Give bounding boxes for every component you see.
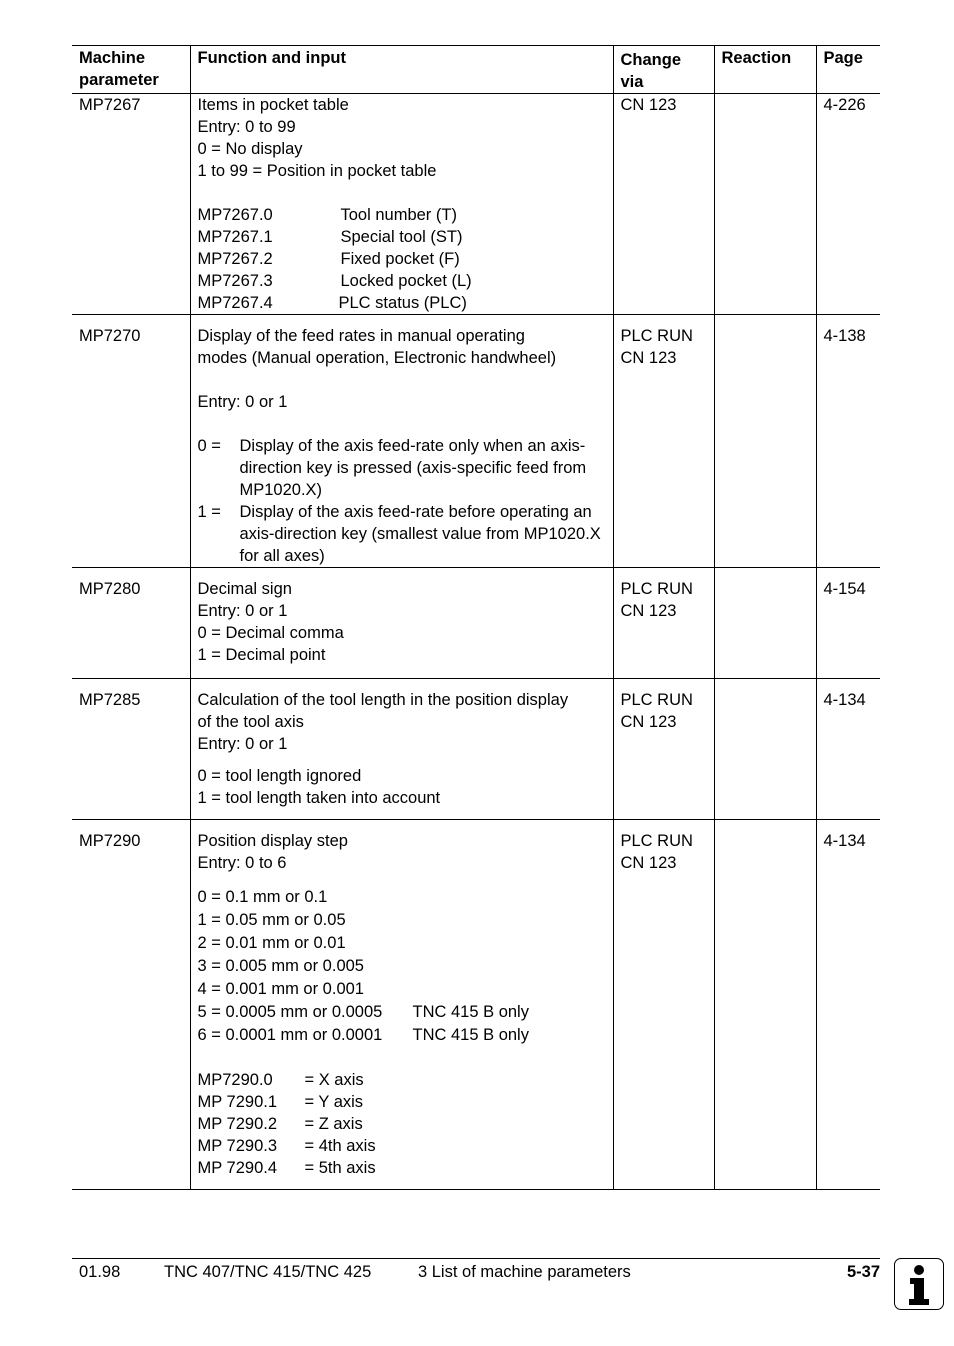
footer-chapter: 3 List of machine parameters <box>418 1263 631 1281</box>
param-cell: MP7270 <box>79 327 141 345</box>
header-reaction: Reaction <box>714 46 816 94</box>
page-cell: 4-226 <box>816 94 880 315</box>
sub-parameter: MP 7290.3 = 4th axis <box>197 1137 376 1155</box>
sub-parameter: MP7267.4 PLC status (PLC) <box>197 294 467 312</box>
reaction-cell <box>714 820 816 1190</box>
change-via-cell: PLC RUN CN 123 <box>613 568 714 679</box>
entry-line: Entry: 0 or 1 <box>197 393 288 411</box>
step-item: 1 = 0.05 mm or 0.05 <box>197 911 346 929</box>
sub-parameter: MP7267.0 Tool number (T) <box>197 206 457 224</box>
sub-parameter: MP7267.1 Special tool (ST) <box>197 228 463 246</box>
param-cell: MP7267 <box>79 96 141 114</box>
option-item: 0 = Display of the axis feed-rate only when an axis-direction key is pressed (axis-specific feed from MP1020.X) <box>197 437 587 499</box>
function-line: Items in pocket table <box>197 96 349 114</box>
option-item: 1 = Display of the axis feed-rate before operating an axis-direction key (smallest value from MP1020.X for all axes) <box>197 503 601 565</box>
function-line: 1 to 99 = Position in pocket table <box>197 162 437 180</box>
page-cell: 4-154 <box>816 568 880 679</box>
reaction-cell <box>714 568 816 679</box>
sub-parameter: MP 7290.2 = Z axis <box>197 1115 363 1133</box>
function-line: Entry: 0 or 1 <box>197 602 288 620</box>
function-cell <box>190 820 613 1190</box>
function-cell <box>190 315 613 568</box>
header-page: Page <box>816 46 880 94</box>
table-row <box>72 568 880 679</box>
step-item: 2 = 0.01 mm or 0.01 <box>197 934 346 952</box>
function-line: 0 = No display <box>197 140 303 158</box>
step-item: 5 = 0.0005 mm or 0.0005 TNC 415 B only <box>197 1003 529 1021</box>
table-row <box>72 94 880 315</box>
function-line: Position display step <box>197 832 348 850</box>
function-cell <box>190 679 613 820</box>
reaction-cell <box>714 94 816 315</box>
step-item: 6 = 0.0001 mm or 0.0001 TNC 415 B only <box>197 1026 529 1044</box>
function-line: Display of the feed rates in manual operating <box>197 327 525 345</box>
function-line: Entry: 0 to 99 <box>197 118 296 136</box>
table-row <box>72 820 880 1190</box>
function-line: 1 = tool length taken into account <box>197 789 441 807</box>
param-cell: MP7285 <box>79 691 141 709</box>
sub-parameter: MP7267.3 Locked pocket (L) <box>197 272 472 290</box>
change-via-cell: PLC RUN CN 123 <box>613 315 714 568</box>
page-cell: 4-134 <box>816 820 880 1190</box>
reaction-cell <box>714 315 816 568</box>
function-line: Calculation of the tool length in the position display <box>197 691 569 709</box>
param-cell: MP7280 <box>79 580 141 598</box>
change-via-cell: PLC RUN CN 123 <box>613 820 714 1190</box>
function-line: 0 = Decimal comma <box>197 624 344 642</box>
function-line: of the tool axis <box>197 713 304 731</box>
sub-parameter: MP7290.0 = X axis <box>197 1071 364 1089</box>
param-cell: MP7290 <box>79 832 141 850</box>
machine-parameter-table <box>72 45 880 1190</box>
function-line: Entry: 0 to 6 <box>197 854 287 872</box>
sub-parameter: MP7267.2 Fixed pocket (F) <box>197 250 460 268</box>
function-cell <box>190 94 613 315</box>
table-row <box>72 679 880 820</box>
function-line: modes (Manual operation, Electronic handwheel) <box>197 349 557 367</box>
page-footer <box>72 1258 880 1281</box>
info-icon <box>894 1258 944 1310</box>
step-item: 0 = 0.1 mm or 0.1 <box>197 888 328 906</box>
sub-parameter: MP 7290.1 = Y axis <box>197 1093 364 1111</box>
function-line: Decimal sign <box>197 580 292 598</box>
change-via-cell: PLC RUN CN 123 <box>613 679 714 820</box>
function-line: 0 = tool length ignored <box>197 767 362 785</box>
change-via-cell: CN 123 <box>613 94 714 315</box>
header-function-and-input: Function and input <box>190 46 613 94</box>
table-row <box>72 315 880 568</box>
header-change-via: Change via <box>613 46 714 94</box>
step-item: 3 = 0.005 mm or 0.005 <box>197 957 364 975</box>
footer-models: TNC 407/TNC 415/TNC 425 <box>164 1263 372 1281</box>
page-cell: 4-138 <box>816 315 880 568</box>
table-header-row <box>72 46 880 94</box>
header-machine-parameter: Machine parameter <box>79 49 159 89</box>
function-line: Entry: 0 or 1 <box>197 735 288 753</box>
page-cell: 4-134 <box>816 679 880 820</box>
function-cell <box>190 568 613 679</box>
reaction-cell <box>714 679 816 820</box>
function-line: 1 = Decimal point <box>197 646 326 664</box>
step-item: 4 = 0.001 mm or 0.001 <box>197 980 364 998</box>
footer-page-number: 5-37 <box>846 1263 880 1281</box>
sub-parameter: MP 7290.4 = 5th axis <box>197 1159 376 1177</box>
footer-date: 01.98 <box>79 1263 121 1281</box>
